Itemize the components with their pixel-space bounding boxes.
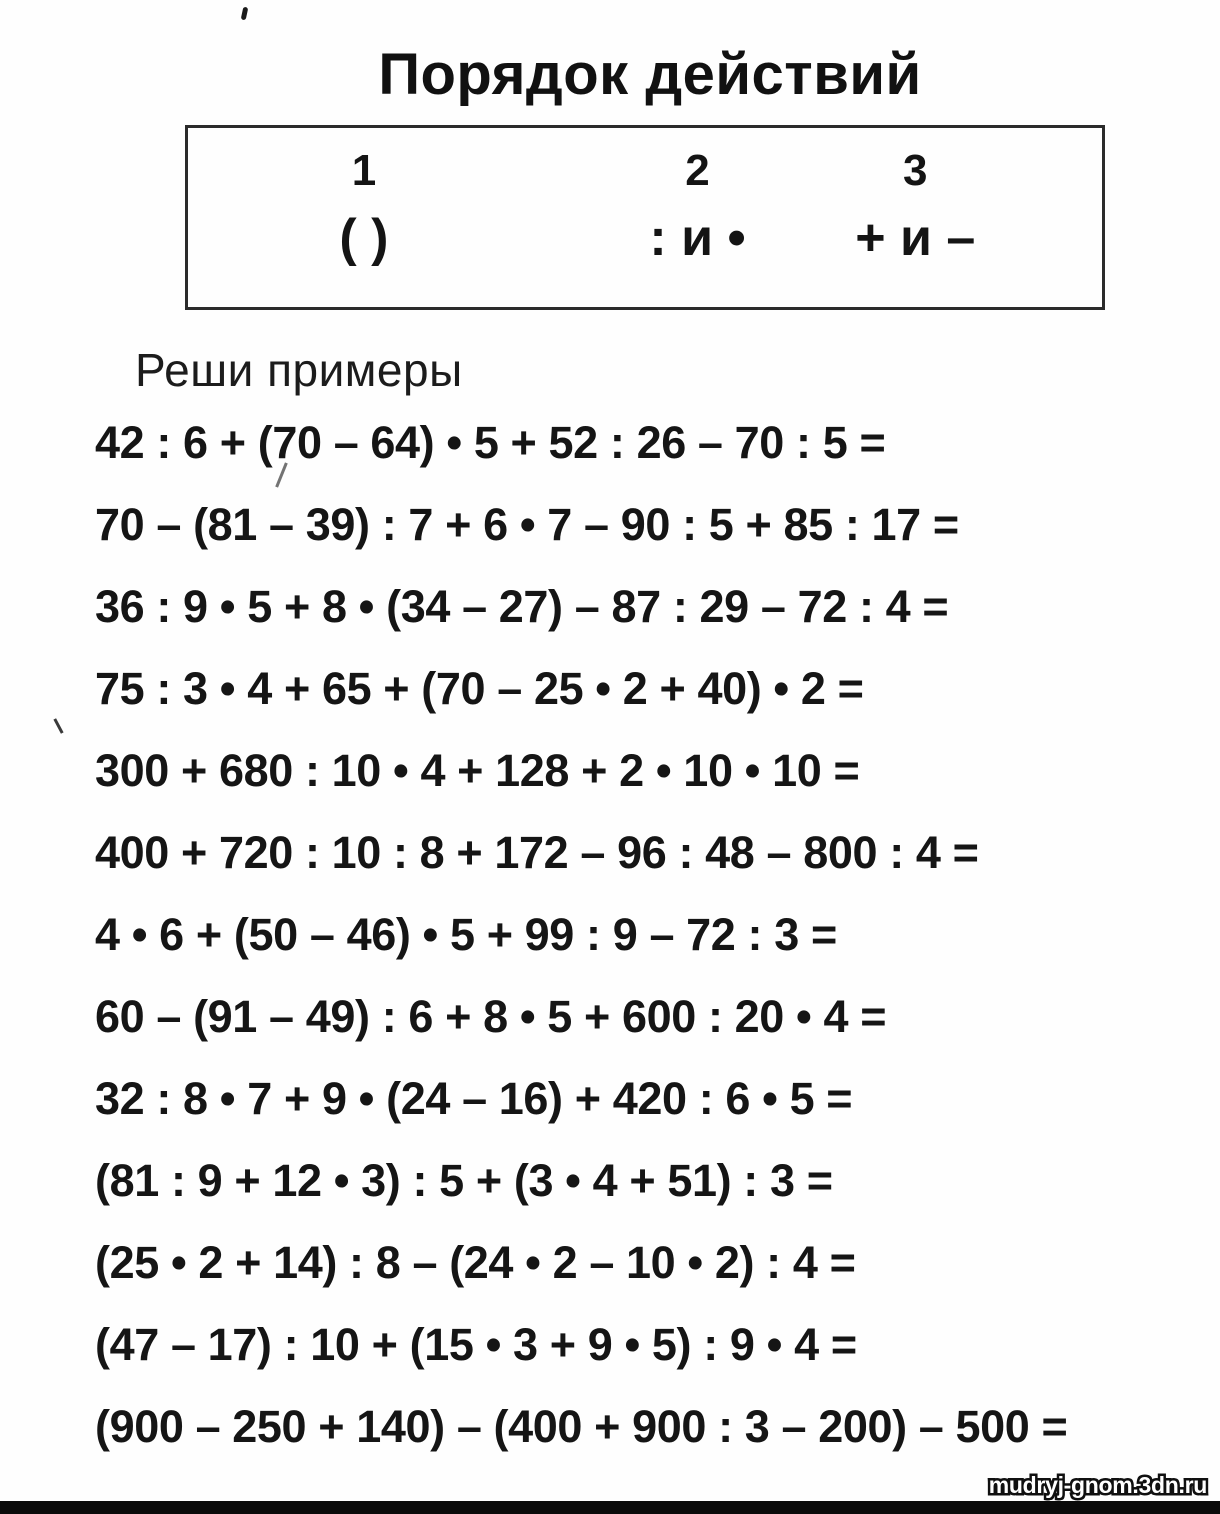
problem-text: (81 : 9 + 12 • 3) : 5 + (3 • 4 + 51) : 3 = xyxy=(95,1154,833,1206)
problem-text: 4 • 6 + (50 – 46) • 5 + 99 : 9 – 72 : 3 = xyxy=(95,908,837,960)
scan-artifact-mark xyxy=(241,7,249,21)
problem-row xyxy=(95,1304,1220,1386)
problem-row xyxy=(95,566,1220,648)
problem-text: 400 + 720 : 10 : 8 + 172 – 96 : 48 – 800 : 4 = xyxy=(95,826,979,878)
priority-column xyxy=(188,146,540,307)
order-of-operations-box xyxy=(185,125,1105,310)
priority-step-symbols: ( ) xyxy=(339,208,389,267)
problems-list xyxy=(95,402,1220,1468)
problem-text: 300 + 680 : 10 • 4 + 128 + 2 • 10 • 10 = xyxy=(95,744,860,796)
priority-step-symbols: + и – xyxy=(855,208,976,267)
problem-row xyxy=(95,976,1220,1058)
problem-row xyxy=(95,812,1220,894)
exercises-heading: Реши примеры xyxy=(135,343,463,396)
problem-row xyxy=(95,1140,1220,1222)
problem-text: 70 – (81 – 39) : 7 + 6 • 7 – 90 : 5 + 85 : 17 = xyxy=(95,498,959,550)
priority-step-symbols: : и • xyxy=(649,208,746,267)
priority-column xyxy=(540,146,855,307)
page-title: Порядок действий xyxy=(378,42,922,107)
priority-step-number: 3 xyxy=(903,145,928,195)
problem-text: 60 – (91 – 49) : 6 + 8 • 5 + 600 : 20 • 4 = xyxy=(95,990,887,1042)
problem-row xyxy=(95,484,1220,566)
problem-text: (25 • 2 + 14) : 8 – (24 • 2 – 10 • 2) : 4 = xyxy=(95,1236,856,1288)
problem-row xyxy=(95,1222,1220,1304)
problem-row xyxy=(95,648,1220,730)
priority-step-number: 2 xyxy=(685,145,710,195)
problem-text: (47 – 17) : 10 + (15 • 3 + 9 • 5) : 9 • 4 = xyxy=(95,1318,857,1370)
problem-row xyxy=(95,402,1220,484)
problem-row xyxy=(95,1386,1220,1468)
problem-row xyxy=(95,730,1220,812)
problem-row xyxy=(95,894,1220,976)
scan-artifact-tick xyxy=(53,718,63,734)
problem-text: 42 : 6 + (70 – 64) • 5 + 52 : 26 – 70 : 5 = xyxy=(95,416,886,468)
problem-text: 36 : 9 • 5 + 8 • (34 – 27) – 87 : 29 – 72 : 4 = xyxy=(95,580,949,632)
problem-row xyxy=(95,1058,1220,1140)
problem-text: 32 : 8 • 7 + 9 • (24 – 16) + 420 : 6 • 5 = xyxy=(95,1072,853,1124)
bottom-scan-bar xyxy=(0,1501,1220,1514)
priority-step-number: 1 xyxy=(351,145,377,195)
priority-column xyxy=(855,146,975,307)
problem-text: 75 : 3 • 4 + 65 + (70 – 25 • 2 + 40) • 2 = xyxy=(95,662,864,714)
watermark: mudryj-gnom.3dn.ru xyxy=(988,1472,1207,1498)
problem-text: (900 – 250 + 140) – (400 + 900 : 3 – 200) – 500 = xyxy=(95,1400,1068,1452)
